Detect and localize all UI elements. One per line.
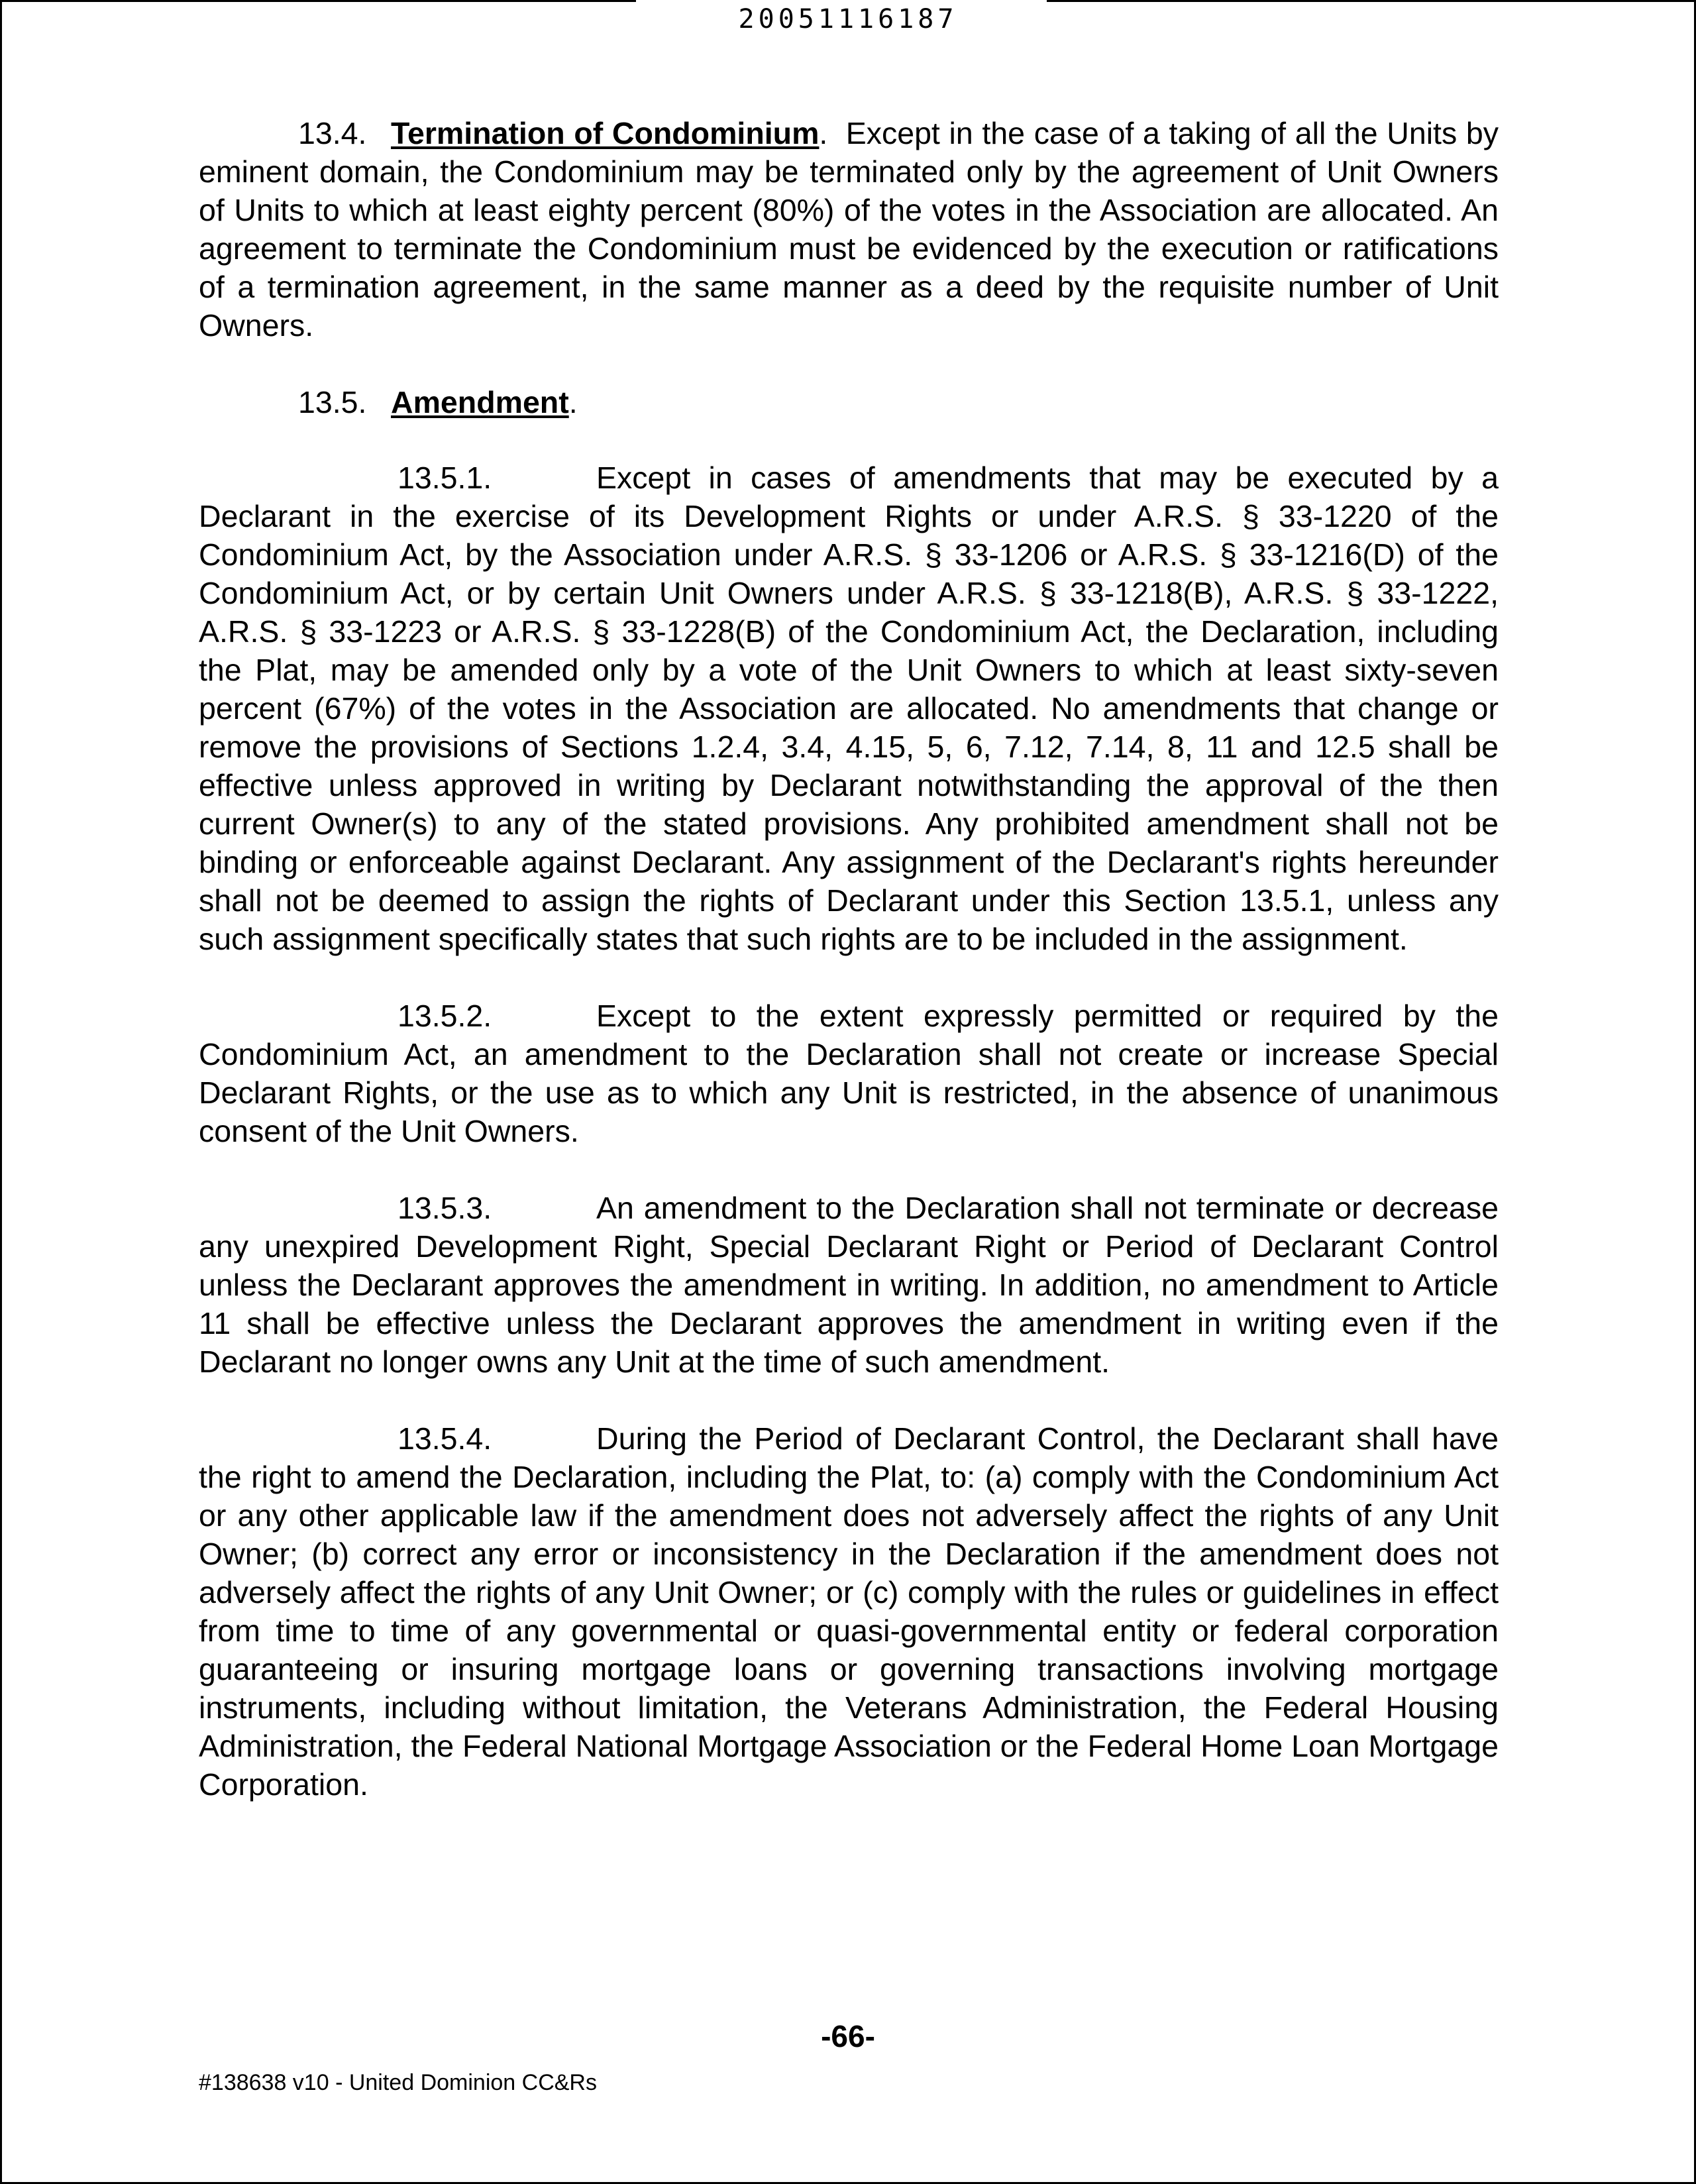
section-text: Except in the case of a taking of all the Units by eminent domain, the Condominium may be terminated only by the agreement of Unit Owners of Units to which at least eighty percent (80%) of the votes in the Association are allocated. An agreement to terminate the Condominium must be evidenced by the execution or ratifications of a termination agreement, in the same manner as a deed by the requisite number of Unit Owners.: [199, 116, 1499, 343]
section-13-4: [199, 114, 1499, 345]
section-text: During the Period of Declarant Control, the Declarant shall have the right to amend the Declaration, including the Plat, to: (a) comply with the Condominium Act or any other applicable law if the amendment does not adversely affect the rights of any Unit Owner; (b) correct any error or inconsistency in the Declaration if the amendment does not adversely affect the rights of any Unit Owner; or (c) comply with the rules or guidelines in effect from time to time of any governmental or quasi-governmental entity or federal corporation guaranteeing or insuring mortgage loans or governing transactions involving mortgage instruments, including without limitation, the Veterans Administration, the Federal Housing Administration, the Federal National Mortgage Association or the Federal Home Loan Mortgage Corporation.: [199, 1421, 1499, 1802]
section-title: Termination of Condominium: [391, 116, 820, 150]
footer-doc-reference: #138638 v10 - United Dominion CC&Rs: [199, 2070, 597, 2095]
section-number: 13.5.1.: [398, 461, 492, 495]
section-13-5-4: [199, 1419, 1499, 1804]
section-number: 13.4.: [298, 116, 367, 150]
section-title-punct: .: [819, 116, 828, 150]
section-13-5-2: [199, 997, 1499, 1150]
section-text: Except in cases of amendments that may be executed by a Declarant in the exercise of its Development Rights or under A.R.S. § 33-1220 of the Condominium Act, by the Association under A.R.S. § 33-1206 or A.R.S. § 33-1216(D) of the Condominium Act, or by certain Unit Owners under A.R.S. § 33-1218(B), A.R.S. § 33-1222, A.R.S. § 33-1223 or A.R.S. § 33-1228(B) of the Condominium Act, the Declaration, including the Plat, may be amended only by a vote of the Unit Owners to which at least sixty-seven percent (67%) of the votes in the Association are allocated. No amendments that change or remove the provisions of Sections 1.2.4, 3.4, 4.15, 5, 6, 7.12, 7.14, 8, 11 and 12.5 shall be effective unless approved in writing by Declarant notwithstanding the approval of the then current Owner(s) to any of the stated provisions. Any prohibited amendment shall not be binding or enforceable against Declarant. Any assignment of the Declarant's rights hereunder shall not be deemed to assign the rights of Declarant under this Section 13.5.1, unless any such assignment specifically states that such rights are to be included in the assignment.: [199, 461, 1499, 956]
scan-border-left: [0, 0, 2, 2184]
scan-border-top-right: [1047, 0, 1696, 2]
section-title: Amendment: [391, 385, 569, 419]
section-number: 13.5.3.: [398, 1191, 492, 1225]
page-number: -66-: [821, 2019, 875, 2053]
scan-border-top-left: [0, 0, 636, 2]
document-body: [199, 114, 1499, 1842]
document-number: 20051116187: [738, 4, 958, 34]
section-13-5-3: [199, 1189, 1499, 1381]
section-text: Except to the extent expressly permitted or required by the Condominium Act, an amendment to the Declaration shall not create or increase Special Declarant Rights, or the use as to which any Unit is restricted, in the absence of unanimous consent of the Unit Owners.: [199, 999, 1499, 1148]
section-13-5: [199, 383, 1499, 421]
section-number: 13.5.2.: [398, 999, 492, 1033]
section-number: 13.5.: [298, 385, 367, 419]
section-13-5-1: [199, 459, 1499, 958]
section-number: 13.5.4.: [398, 1421, 492, 1456]
section-title-punct: .: [568, 385, 578, 419]
section-text: An amendment to the Declaration shall not terminate or decrease any unexpired Development Right, Special Declarant Right or Period of Declarant Control unless the Declarant approves the amendment in writing. In addition, no amendment to Article 11 shall be effective unless the Declarant approves the amendment in writing even if the Declarant no longer owns any Unit at the time of such amendment.: [199, 1191, 1499, 1379]
